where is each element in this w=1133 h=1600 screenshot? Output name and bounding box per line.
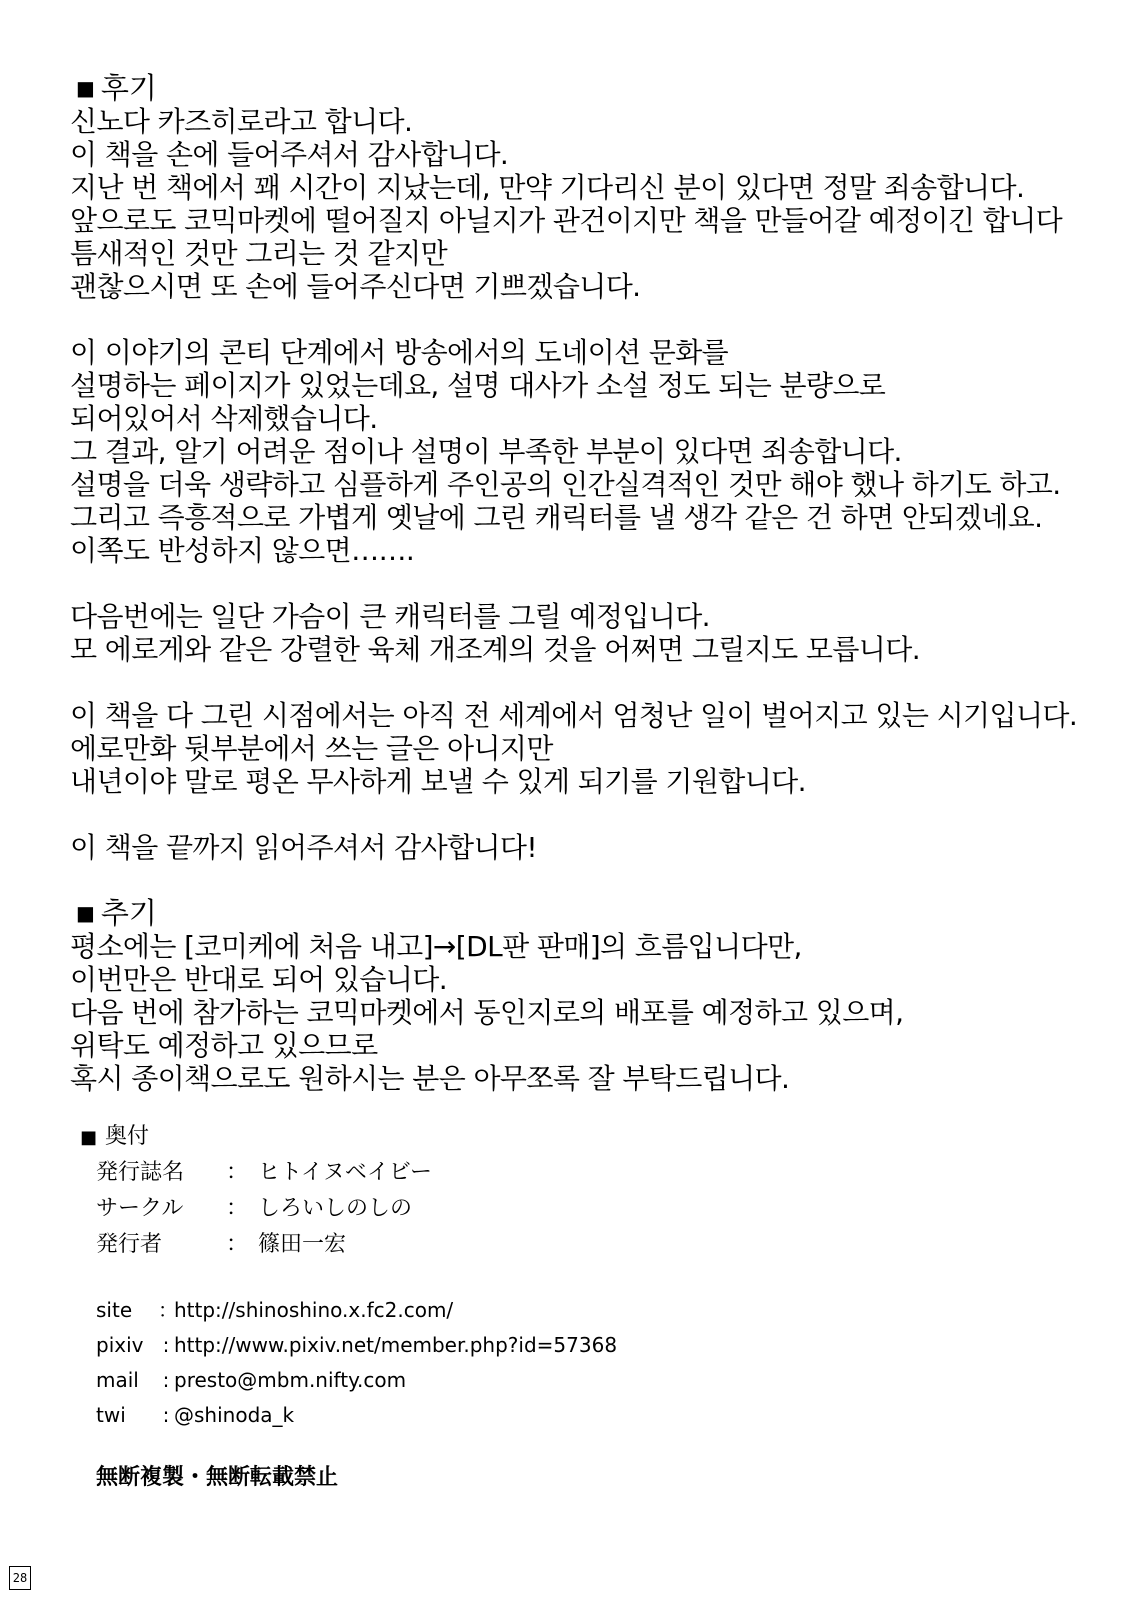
colophon-separator: ： <box>225 1232 248 1257</box>
link-row-pixiv <box>96 1328 780 1363</box>
site-url: http://shinoshino.x.fc2.com/ <box>174 1298 454 1322</box>
afterword-paragraph <box>70 699 1110 798</box>
colophon-key: サークル <box>96 1196 184 1221</box>
text-line: 설명을 더욱 생략하고 심플하게 주인공의 인간실격적인 것만 해야 했나 하기도 하고. <box>70 468 1061 501</box>
postscript-paragraph <box>70 930 1110 1095</box>
text-line: 다음번에는 일단 가슴이 큰 캐릭터를 그릴 예정입니다. <box>70 600 710 633</box>
link-key: twi <box>96 1403 126 1427</box>
page-number: 28 <box>9 1566 31 1590</box>
text-line: 설명하는 페이지가 있었는데요, 설명 대사가 소설 정도 되는 분량으로 <box>70 369 886 402</box>
link-separator: ： <box>158 1298 178 1322</box>
square-bullet-icon: ■ <box>80 1127 98 1148</box>
colophon <box>80 1122 780 1493</box>
square-bullet-icon: ■ <box>76 76 95 100</box>
text-line: 앞으로도 코믹마켓에 떨어질지 아닐지가 관건이지만 책을 만들어갈 예정이긴 합니다 <box>70 204 1063 237</box>
text-line: 틈새적인 것만 그리는 것 같지만 <box>70 237 448 270</box>
afterword-heading <box>70 72 1110 105</box>
colophon-row-circle <box>80 1191 780 1227</box>
colophon-key: 発行者 <box>96 1232 163 1257</box>
colophon-value: しろいしのしの <box>258 1196 413 1221</box>
link-separator: : <box>162 1368 170 1392</box>
link-key: site <box>96 1298 133 1322</box>
afterword-paragraph <box>70 600 1110 666</box>
text-line: 이번만은 반대로 되어 있습니다. <box>70 963 448 996</box>
colophon-heading <box>80 1122 780 1153</box>
afterword-paragraph <box>70 336 1110 567</box>
copyright-notice: 無断複製・無断転載禁止 <box>96 1465 339 1490</box>
text-line: 신노다 카즈히로라고 합니다. <box>70 105 413 138</box>
colophon-row-publisher <box>80 1227 780 1263</box>
postscript-heading-text: 추기 <box>100 896 157 930</box>
colophon-row-title <box>80 1155 780 1191</box>
link-separator: : <box>162 1333 170 1357</box>
text-line: 이 책을 다 그린 시점에서는 아직 전 세계에서 엄청난 일이 벌어지고 있는 시기입니다. <box>70 699 1078 732</box>
contact-links <box>80 1293 780 1433</box>
afterword-paragraph <box>70 105 1110 303</box>
text-line: 그리고 즉흥적으로 가볍게 옛날에 그린 캐릭터를 낼 생각 같은 건 하면 안되겠네요. <box>70 501 1043 534</box>
text-line: 에로만화 뒷부분에서 쓰는 글은 아니지만 <box>70 732 553 765</box>
text-line: 위탁도 예정하고 있으므로 <box>70 1029 378 1062</box>
mail-address: presto@mbm.nifty.com <box>174 1368 407 1392</box>
text-line: 괜찮으시면 또 손에 들어주신다면 기쁘겠습니다. <box>70 270 641 303</box>
colophon-separator: ： <box>225 1196 248 1221</box>
text-line: 내년이야 말로 평온 무사하게 보낼 수 있게 되기를 기원합니다. <box>70 765 806 798</box>
afterword-paragraph <box>70 831 1110 864</box>
twitter-handle: @shinoda_k <box>174 1403 295 1427</box>
colophon-value: ヒトイヌベイビー <box>258 1160 433 1185</box>
afterword-heading-text: 후기 <box>100 71 157 105</box>
colophon-heading-text: 奥付 <box>105 1124 150 1149</box>
link-key: pixiv <box>96 1333 144 1357</box>
text-line: 지난 번 책에서 꽤 시간이 지났는데, 만약 기다리신 분이 있다면 정말 죄송합니다. <box>70 171 1025 204</box>
pixiv-url: http://www.pixiv.net/member.php?id=57368 <box>174 1333 618 1357</box>
main-text <box>70 72 1110 1128</box>
link-key: mail <box>96 1368 139 1392</box>
colophon-value: 篠田一宏 <box>258 1232 347 1257</box>
text-line: 혹시 종이책으로도 원하시는 분은 아무쪼록 잘 부탁드립니다. <box>70 1062 790 1095</box>
link-row-mail <box>96 1363 780 1398</box>
text-line: 평소에는 [코미케에 처음 내고]→[DL판 판매]의 흐름입니다만, <box>70 930 802 963</box>
text-line: 이 이야기의 콘티 단계에서 방송에서의 도네이션 문화를 <box>70 336 729 369</box>
link-row-twitter <box>96 1398 780 1433</box>
link-row-site <box>96 1293 780 1328</box>
text-line: 되어있어서 삭제했습니다. <box>70 402 378 435</box>
text-line: 모 에로게와 같은 강렬한 육체 개조계의 것을 어쩌면 그릴지도 모릅니다. <box>70 633 920 666</box>
link-separator: : <box>162 1403 170 1427</box>
text-line: 그 결과, 알기 어려운 점이나 설명이 부족한 부분이 있다면 죄송합니다. <box>70 435 902 468</box>
text-line: 다음 번에 참가하는 코믹마켓에서 동인지로의 배포를 예정하고 있으며, <box>70 996 904 1029</box>
colophon-key: 発行誌名 <box>96 1160 185 1185</box>
text-line: 이쪽도 반성하지 않으면……. <box>70 534 415 567</box>
colophon-separator: ： <box>225 1160 248 1185</box>
text-line: 이 책을 손에 들어주셔서 감사합니다. <box>70 138 509 171</box>
postscript-heading <box>70 897 1110 930</box>
square-bullet-icon: ■ <box>76 901 95 925</box>
text-line: 이 책을 끝까지 읽어주셔서 감사합니다! <box>70 831 537 864</box>
